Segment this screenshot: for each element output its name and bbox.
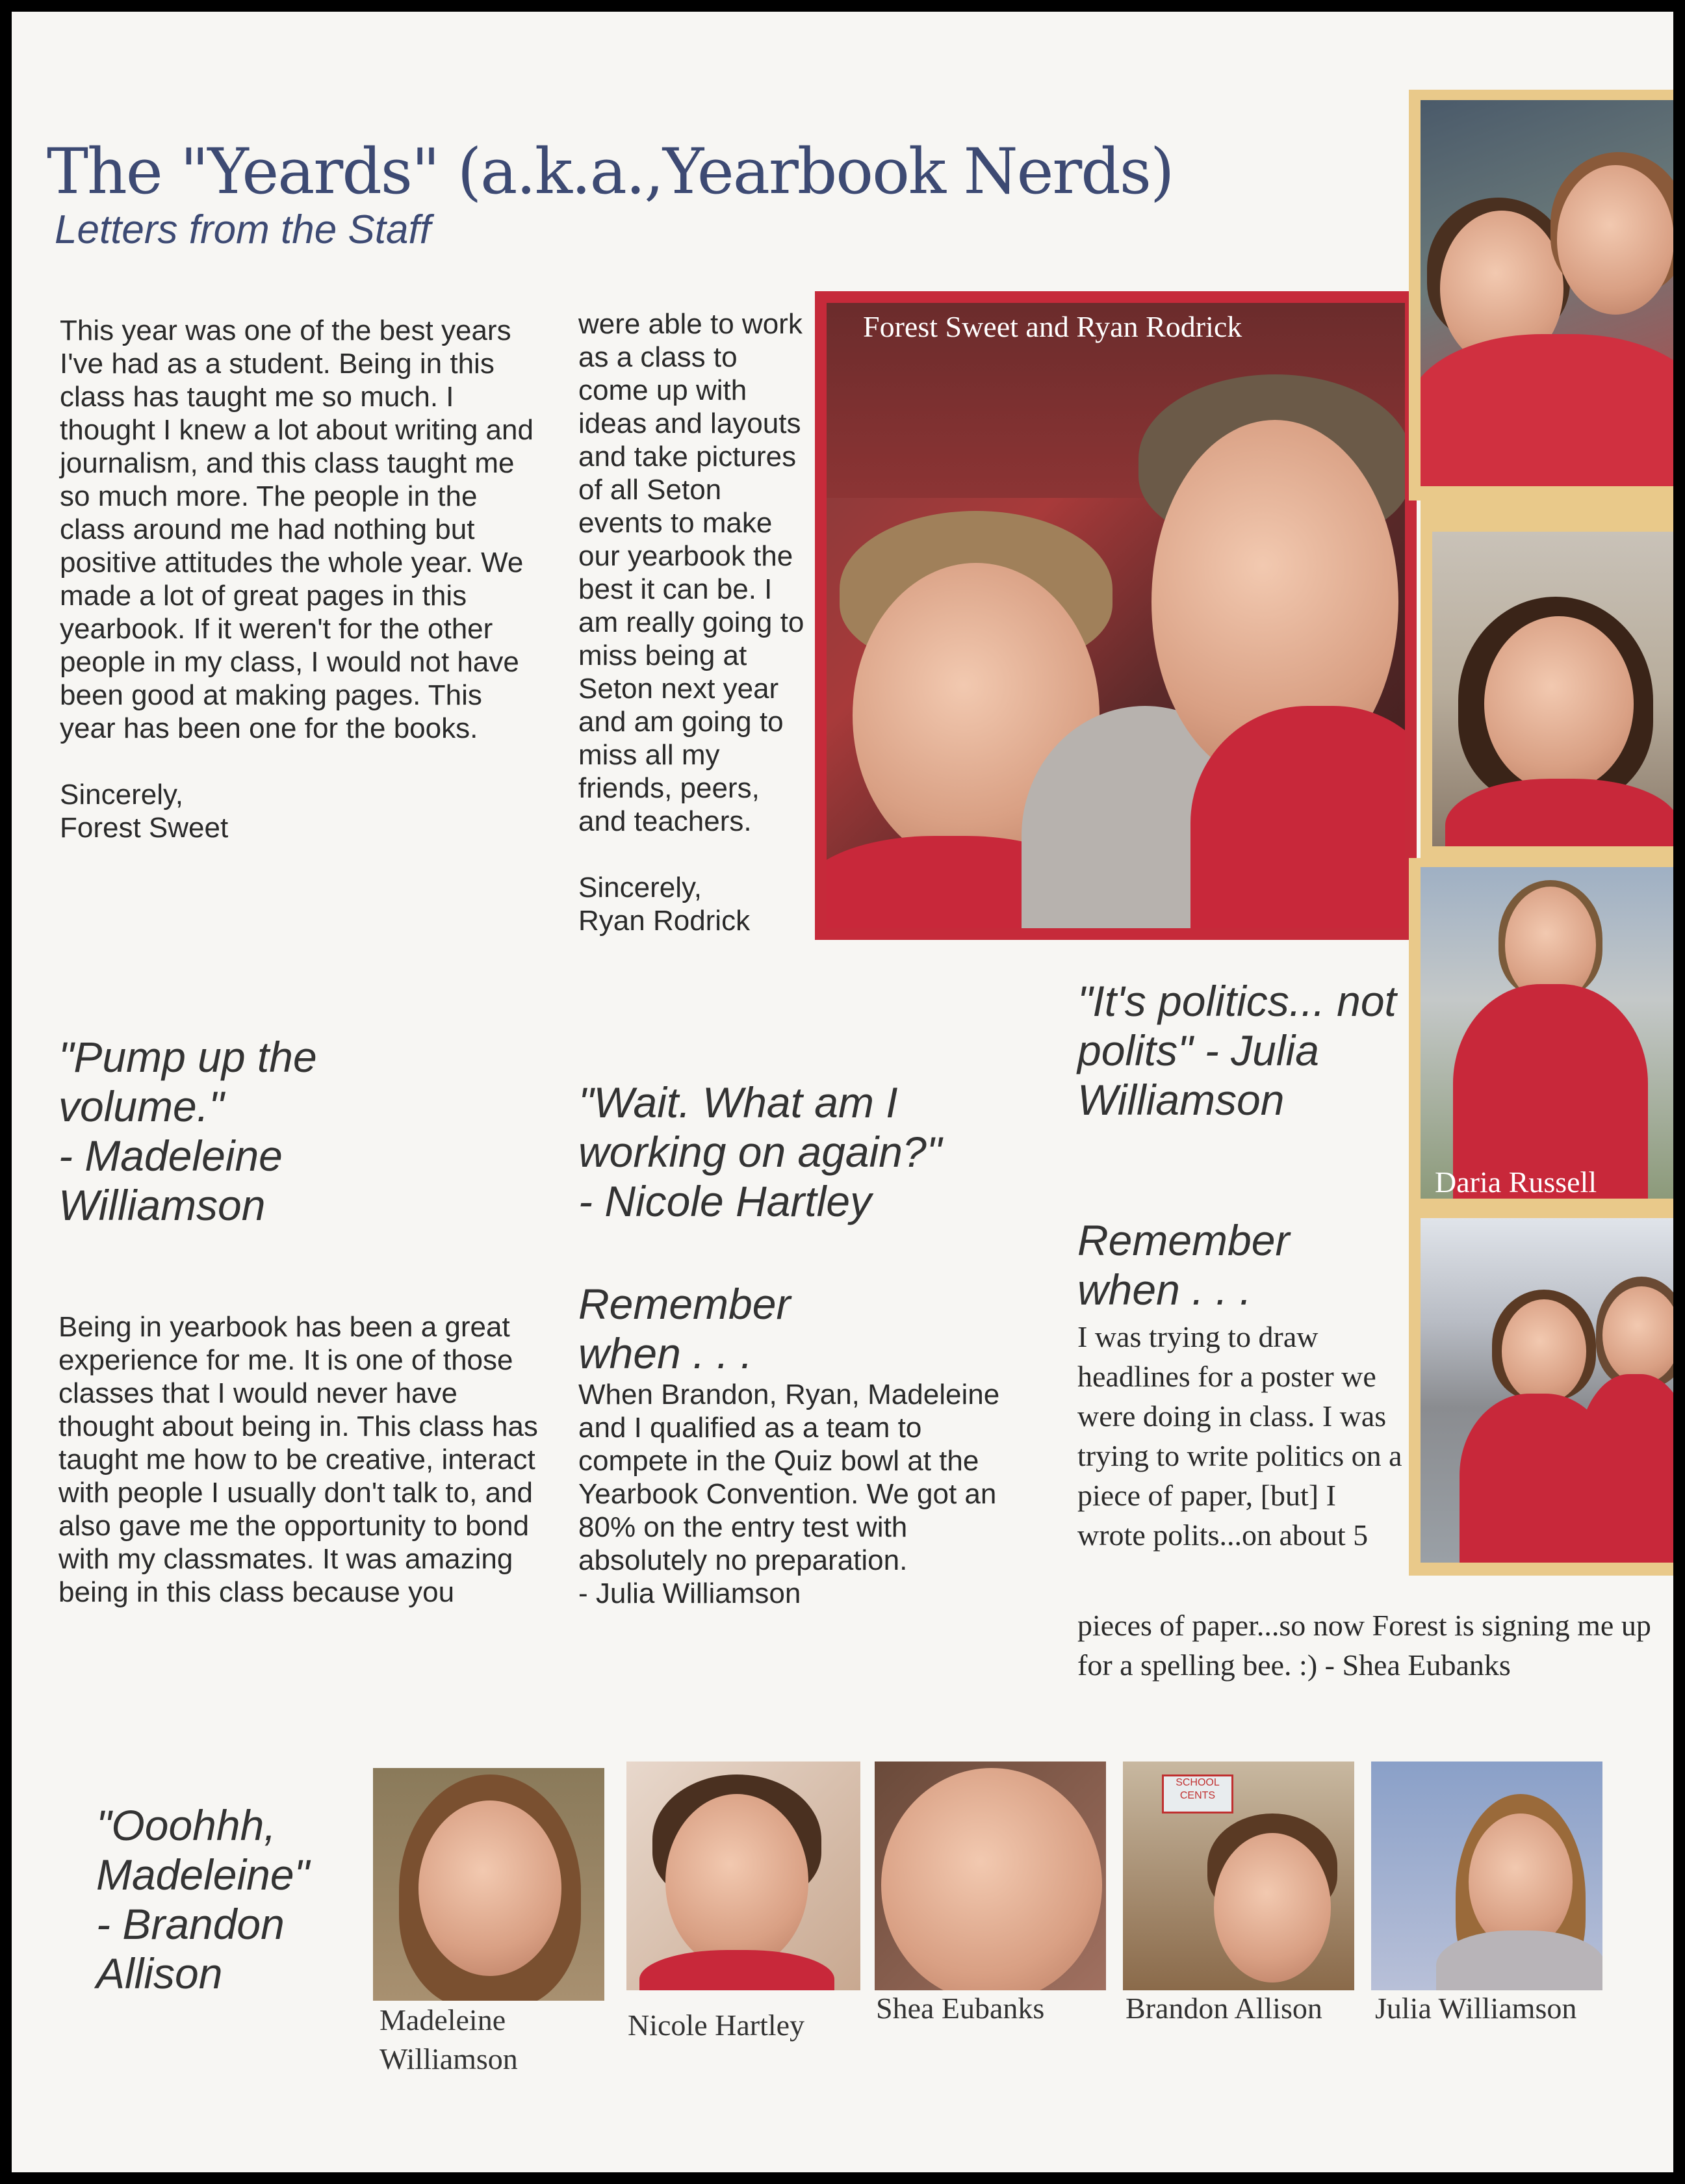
brandon-quote-author: - Brandon Allison [96, 1900, 285, 1997]
daria-caption: Daria Russell [1435, 1165, 1597, 1199]
staff-portrait-julia [1371, 1762, 1602, 1990]
julia-remember-text: When Brandon, Ryan, Madeleine and I qualified as a team to compete in the Quiz bowl at the Yearbook Convention. We got an 80% on the entry test with absolutely no preparation. [578, 1379, 1000, 1576]
nicole-quote-text: "Wait. What am I working on again?" [578, 1078, 942, 1176]
ryan-name: Ryan Rodrick [578, 905, 751, 937]
staff-name-madeleine-line2: Williamson [379, 2042, 518, 2075]
staff-portrait-nicole [626, 1762, 860, 1990]
brandon-quote [96, 1800, 389, 1998]
staff-portrait-shea [875, 1762, 1106, 1990]
shea-remember-narrow: I was trying to draw headlines for a poster we were doing in class. I was trying to write politics on a piece of paper, [but] I wrote polits...on about 5 [1077, 1320, 1402, 1552]
staff-portrait-brandon [1123, 1762, 1354, 1990]
julia-remember-author: - Julia Williamson [578, 1578, 801, 1609]
photo-smiling-girl [1432, 532, 1673, 846]
yearbook-page [12, 12, 1673, 2172]
forest-signoff: Sincerely, [60, 779, 183, 811]
ryan-letter-continued-text: were able to work as a class to come up with ideas and layouts and take pictures of all Seton events to make our yearbook the best it can be. I am really going to miss being at Seton next year and am going to miss all my friends, peers, and teachers. [578, 308, 804, 837]
staff-name-brandon: Brandon Allison [1125, 1992, 1322, 2025]
staff-name-nicole: Nicole Hartley [628, 2008, 805, 2042]
forest-letter [60, 314, 541, 844]
brandon-quote-text: "Ooohhh, Madeleine" [96, 1801, 309, 1899]
page-title: The "Yeards" (a.k.a.,Yearbook Nerds) [47, 135, 1174, 208]
main-photo [815, 291, 1417, 940]
page-subtitle: Letters from the Staff [55, 207, 431, 252]
photo-girls-hugging [1421, 100, 1673, 486]
staff-name-madeleine-line1: Madeleine [379, 2003, 506, 2036]
school-cents-sign: SCHOOL CENTS [1162, 1774, 1233, 1814]
nicole-quote [578, 1078, 1033, 1226]
remember-heading-2: Remember when . . . [1077, 1216, 1290, 1314]
main-photo-caption: Forest Sweet and Ryan Rodrick [863, 310, 1242, 343]
ryan-letter-start: Being in yearbook has been a great experience for me. It is one of those classes that I would never have thought about being in. This class has taught me how to be creative, interact with people I usually don't talk to, and also gave me the opportunity to bond with my classmates. It was amazing being in this class because you [58, 1311, 538, 1608]
staff-portrait-madeleine [373, 1768, 604, 2001]
staff-name-julia: Julia Williamson [1375, 1992, 1577, 2025]
photo-two-girls-outside [1421, 1218, 1673, 1563]
remember-heading-1: Remember when . . . [578, 1280, 791, 1377]
ryan-letter-continued [578, 307, 812, 937]
forest-name: Forest Sweet [60, 812, 229, 844]
shea-remember-wide: pieces of paper...so now Forest is signing me up for a spelling bee. :) - Shea Eubanks [1077, 1609, 1651, 1682]
staff-name-madeleine [379, 2001, 518, 2079]
staff-name-shea: Shea Eubanks [876, 1992, 1045, 2025]
julia-remember [578, 1378, 1007, 1610]
photo-daria-russell [1421, 867, 1673, 1199]
madeleine-quote-text: "Pump up the volume." [58, 1033, 317, 1130]
ryan-signoff: Sincerely, [578, 872, 702, 904]
madeleine-quote-author: - Madeleine Williamson [58, 1132, 283, 1229]
madeleine-quote [58, 1032, 448, 1230]
nicole-quote-author: - Nicole Hartley [578, 1177, 872, 1225]
forest-letter-text: This year was one of the best years I've had as a student. Being in this class has taught me so much. I thought I knew a lot about writing and journalism, and this class taught me so much more. The people in the class around me had nothing but positive attitudes the whole year. We made a lot of great pages in this yearbook. If it weren't for the other people in my class, I would not have been good at making pages. This year has been one for the books. [60, 315, 534, 744]
julia-quote: "It's politics... not polits" - Julia Williamson [1077, 977, 1396, 1124]
